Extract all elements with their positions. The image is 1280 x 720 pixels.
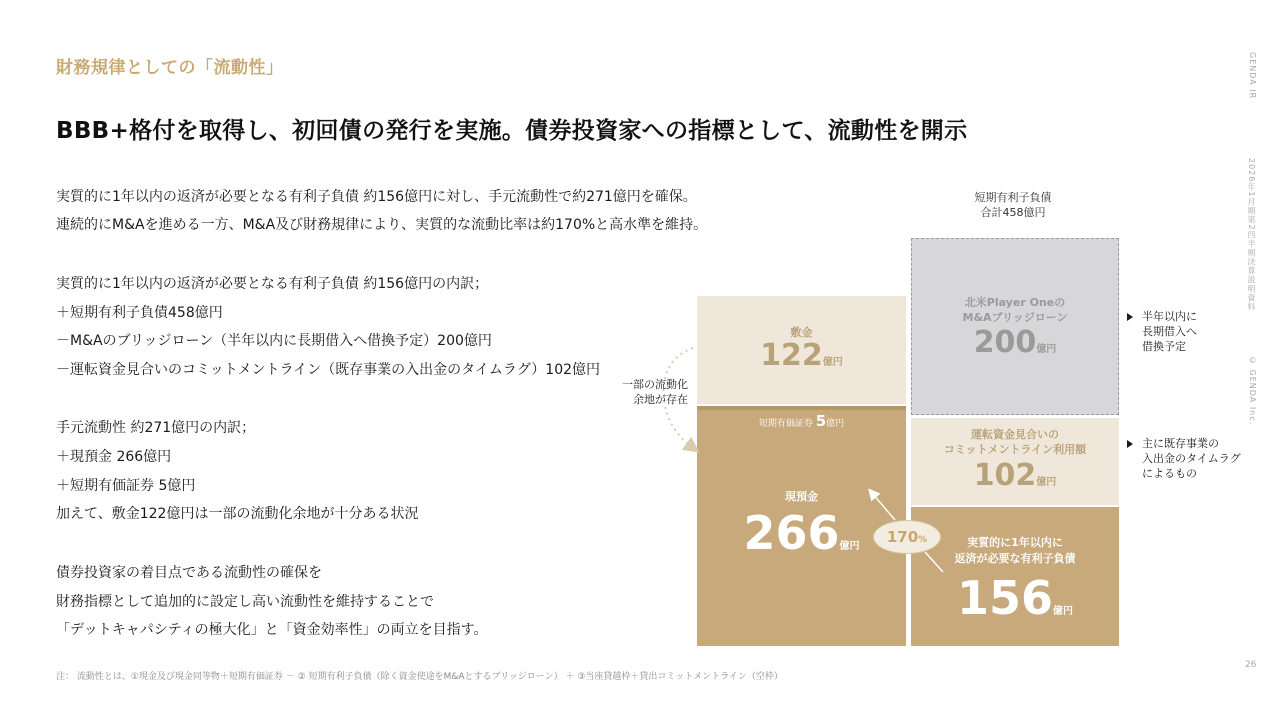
deposit-label: 敷金: [790, 326, 813, 339]
ratio-unit: %: [918, 535, 928, 545]
ratio-arrow-up: [872, 493, 895, 520]
commitment-line-label-line1: 運転資金見合いの: [971, 428, 1059, 441]
triangle-bullet-icon: [1127, 440, 1133, 448]
ratio-value: 170: [886, 528, 919, 546]
cash-value: 266: [743, 506, 840, 560]
side-document-label: 2026年1月期第2四半期決算説明資料: [1247, 158, 1256, 312]
body-line: －運転資金見合いのコミットメントライン（既存事業の入出金のタイムラグ）102億円: [56, 362, 601, 378]
body-line: ＋現預金 266億円: [56, 449, 172, 465]
short-term-debt-label-line1: 実質的に1年以内に: [967, 536, 1063, 549]
ratio-badge: [873, 520, 941, 554]
securities-value: 5: [815, 412, 827, 430]
body-line: 「デットキャパシティの極大化」と「資金効率性」の両立を目指す。: [56, 622, 488, 638]
body-line: 加えて、敷金122億円は一部の流動化余地が十分ある状況: [56, 506, 419, 522]
commitment-line-label-line2: コミットメントライン利用額: [943, 443, 1087, 456]
bridge-loan-unit: 億円: [1036, 344, 1057, 355]
body-line: －M&Aのブリッジローン（半年以内に長期借入へ借換予定）200億円: [56, 333, 492, 349]
cash-unit: 億円: [839, 541, 860, 552]
page-number: 26: [1245, 660, 1257, 670]
body-line: 実質的に1年以内の返済が必要となる有利子負債 約156億円の内訳；: [56, 276, 489, 292]
bridge-note: [1142, 309, 1197, 354]
securities-label: 短期有価証券: [758, 419, 813, 429]
triangle-bullet-icon: [1127, 313, 1133, 321]
commitment-line-value: 102: [973, 458, 1037, 493]
bridge-loan-label-line1: 北米Player Oneの: [964, 296, 1066, 309]
securities-unit: 億円: [826, 419, 845, 429]
liquidation-note: [612, 377, 688, 407]
commitment-note-line: 入出金のタイムラグ: [1142, 452, 1241, 465]
commitment-line-unit: 億円: [1036, 477, 1057, 488]
section-title: 財務規律としての「流動性」: [56, 58, 284, 78]
ratio-arrow-down: [925, 552, 943, 572]
bridge-note-line: 半年以内に: [1142, 310, 1197, 323]
body-line: 債券投資家の着目点である流動性の確保を: [56, 565, 322, 581]
bridge-note-line: 借換予定: [1142, 340, 1186, 353]
short-term-debt-label-line2: 返済が必要な有利子負債: [954, 552, 1076, 565]
commitment-note: [1142, 436, 1241, 481]
short-term-debt-unit: 億円: [1053, 606, 1074, 617]
body-line: 財務指標として追加的に設定し高い流動性を維持することで: [56, 594, 434, 610]
body-line: 手元流動性 約271億円の内訳；: [56, 420, 256, 436]
page-headline: BBB+格付を取得し、初回債の発行を実施。債券投資家への指標として、流動性を開示: [56, 118, 968, 144]
side-copyright: © GENDA Inc.: [1248, 356, 1257, 426]
commitment-note-line: によるもの: [1142, 467, 1197, 480]
body-line: ＋短期有利子負債458億円: [56, 305, 223, 321]
cash-label: 現預金: [785, 490, 818, 503]
short-term-debt-value: 156: [956, 571, 1054, 625]
commitment-note-line: 主に既存事業の: [1142, 437, 1219, 450]
bridge-note-line: 長期借入へ: [1142, 325, 1197, 338]
liquidation-note-line2: 余地が存在: [633, 393, 688, 406]
body-line: 連続的にM&Aを進める一方、M&A及び財務規律により、実質的な流動比率は約170%と高水準を維持。: [56, 217, 708, 233]
footnote: 注： 流動性とは、①現金及び現金同等物＋短期有価証券 － ② 短期有利子負債（除く資金使途をM&Aとするブリッジローン） ＋ ③当座貸越枠＋貸出コミットメントライン（空枠）: [56, 672, 783, 682]
deposit-value: 122: [760, 338, 823, 373]
total-debt-label-line2: 合計458億円: [980, 206, 1046, 219]
liquidation-note-line1: 一部の流動化: [622, 378, 688, 391]
deposit-unit: 億円: [822, 357, 843, 368]
total-debt-label-line1: 短期有利子負債: [974, 191, 1052, 204]
bridge-loan-label-line2: M&Aブリッジローン: [962, 311, 1068, 324]
body-line: ＋短期有価証券 5億円: [56, 478, 196, 494]
side-brand-label: GENDA IR: [1248, 52, 1257, 100]
body-line: 実質的に1年以内の返済が必要となる有利子負債 約156億円に対し、手元流動性で約271億円を確保。: [56, 189, 697, 205]
bridge-loan-value: 200: [973, 325, 1037, 360]
